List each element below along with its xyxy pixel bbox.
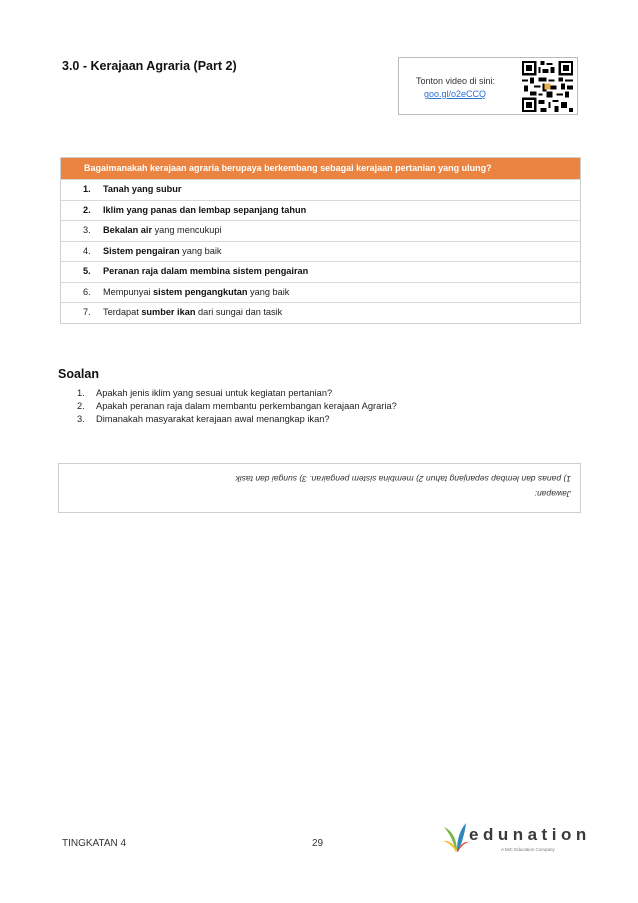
video-link[interactable]: goo.gl/o2eCCQ <box>424 89 487 99</box>
table-row: 5. Peranan raja dalam membina sistem pengairan <box>61 261 580 282</box>
table-heading: Bagaimanakah kerajaan agraria berupaya berkembang sebagai kerajaan pertanian yang ulung? <box>61 158 580 179</box>
feather-icon <box>443 821 469 855</box>
logo-subtitle: A MiC Education Company <box>501 847 555 852</box>
video-box <box>398 57 578 115</box>
page-number: 29 <box>312 838 324 849</box>
upside-down-answer <box>59 464 580 512</box>
table-row: 7. Terdapat sumber ikan dari sungai dan tasik <box>61 302 580 323</box>
table-row: 6. Mempunyai sistem pengangkutan yang baik <box>61 282 580 303</box>
logo-text: edunation <box>469 825 591 844</box>
edunation-logo <box>443 821 591 857</box>
list-item: 1. Apakah jenis iklim yang sesuai untuk kegiatan pertanian? <box>77 388 333 398</box>
table-row: 1. Tanah yang subur <box>61 179 580 200</box>
table-row: 4. Sistem pengairan yang baik <box>61 241 580 262</box>
soalan-heading: Soalan <box>58 367 99 381</box>
page-title: 3.0 - Kerajaan Agraria (Part 2) <box>62 59 237 73</box>
table-row: 3. Bekalan air yang mencukupi <box>61 220 580 241</box>
answer-label: Jawapan: <box>534 489 571 499</box>
list-item: 2. Apakah peranan raja dalam membantu perkembangan kerajaan Agraria? <box>77 401 397 411</box>
list-item: 3. Dimanakah masyarakat kerajaan awal menangkap ikan? <box>77 414 330 424</box>
table-row: 2. Iklim yang panas dan lembap sepanjang tahun <box>61 200 580 221</box>
answer-text: 1) panas dan lembap sepanjang tahun 2) membina sistem pengairan. 3) sungai dan tasik <box>235 474 571 484</box>
question-list <box>77 387 397 426</box>
qr-code-icon[interactable] <box>522 61 573 112</box>
video-label: Tonton video di sini: <box>416 76 496 86</box>
answer-box <box>58 463 581 513</box>
footer-level: TINGKATAN 4 <box>62 838 127 849</box>
reasons-table <box>60 157 581 324</box>
